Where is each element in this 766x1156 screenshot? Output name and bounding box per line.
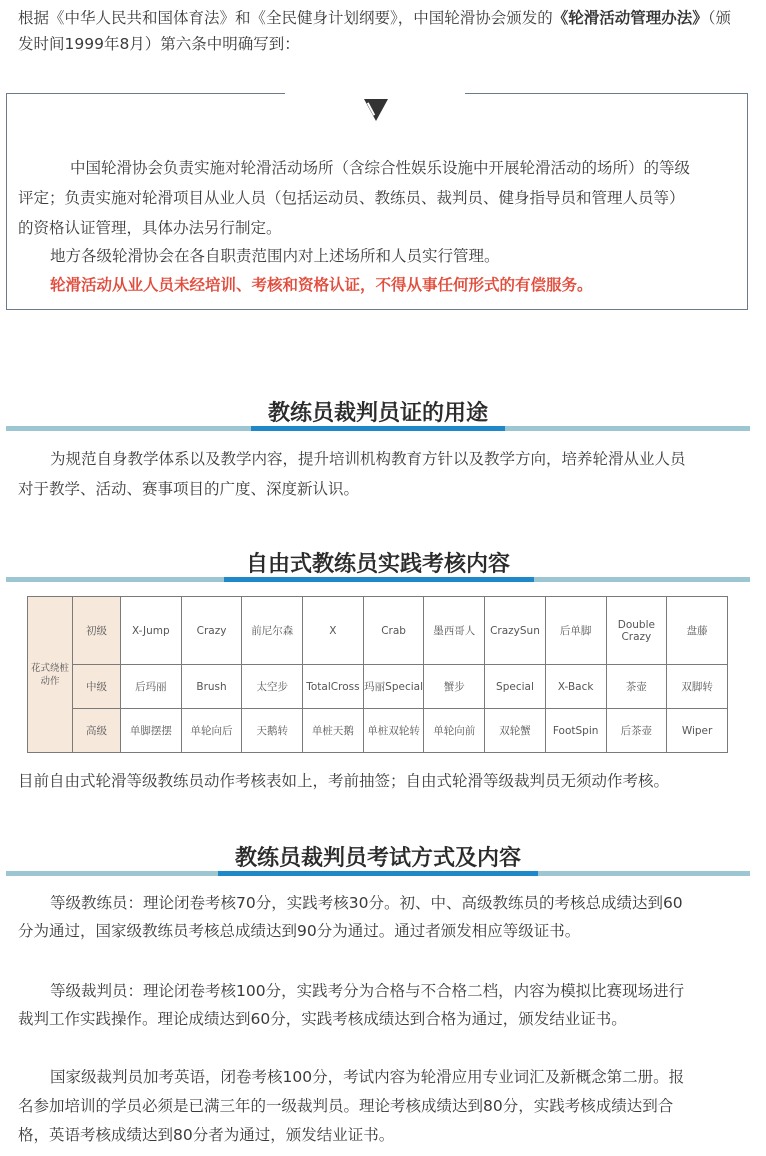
table-cell: FootSpin: [545, 709, 606, 753]
section3-title: 教练员裁判员考试方式及内容: [234, 846, 521, 871]
table-cell: 单桩双轮转: [363, 709, 424, 753]
section3-p3-line3: 格，英语考核成绩达到80分者为通过，颁发结业证书。: [18, 1126, 395, 1144]
table-cell: Crazy: [181, 597, 242, 665]
table-cell: X: [303, 597, 364, 665]
quote-red-warning: 轮滑活动从业人员未经培训、考核和资格认证，不得从事任何形式的有偿服务。: [50, 276, 593, 294]
section2-note: 目前自由式轮滑等级教练员动作考核表如上，考前抽签；自由式轮滑等级裁判员无须动作考核。: [18, 772, 670, 790]
section3-p1-line1: 等级教练员：理论闭卷考核70分，实践考核30分。初、中、高级教练员的考核总成绩达到60: [50, 894, 683, 912]
table-cell: Special: [485, 665, 546, 709]
table-level: 高级: [73, 709, 121, 753]
table-cell: 墨西哥人: [424, 597, 485, 665]
table-cell: 后玛丽: [121, 665, 182, 709]
table-cell: 单桩天鹅: [303, 709, 364, 753]
table-cell: X-Back: [545, 665, 606, 709]
table-cell: TotalCross: [303, 665, 364, 709]
table-cell: Crab: [363, 597, 424, 665]
section3-p3-line2: 名参加培训的学员必须是已满三年的一级裁判员。理论考核成绩达到80分，实践考核成绩达到合: [18, 1097, 674, 1115]
table-cell: 双轮蟹: [485, 709, 546, 753]
section3-p2-line1: 等级裁判员：理论闭卷考核100分，实践考分为合格与不合格二档，内容为模拟比赛现场进行: [50, 982, 685, 1000]
table-cell: 茶壶: [606, 665, 667, 709]
table-row-header: 花式绕桩动作: [28, 597, 73, 753]
section1-divider-accent: [251, 426, 505, 431]
table-cell: Brush: [181, 665, 242, 709]
skills-table: [27, 596, 728, 753]
intro-bold-title: 《轮滑活动管理办法》: [552, 9, 708, 27]
intro-paragraph: [18, 5, 746, 57]
section2-divider-accent: [224, 577, 534, 582]
table-cell: 双脚转: [667, 665, 728, 709]
section1-text-line1: 为规范自身教学体系以及教学内容，提升培训机构教育方针以及教学方向，培养轮滑从业人员: [50, 450, 686, 468]
section1-title: 教练员裁判员证的用途: [267, 401, 488, 426]
table-cell: 天鹅转: [242, 709, 303, 753]
table-cell: 前尼尔森: [242, 597, 303, 665]
section3-p3-line1: 国家级裁判员加考英语，闭卷考核100分，考试内容为轮滑应用专业词汇及新概念第二册。报: [50, 1068, 685, 1086]
table-cell: 太空步: [242, 665, 303, 709]
table-cell: 单轮向前: [424, 709, 485, 753]
section3-p1-line2: 分为通过，国家级教练员考核总成绩达到90分为通过。通过者颁发相应等级证书。: [18, 922, 581, 940]
section3-divider-accent: [218, 871, 538, 876]
table-cell: 后单脚: [545, 597, 606, 665]
quote-para1-line1: 中国轮滑协会负责实施对轮滑活动场所（含综合性娱乐设施中开展轮滑活动的场所）的等级: [70, 159, 691, 177]
quote-mark-icon: [364, 99, 388, 121]
quote-para1-line2: 评定；负责实施对轮滑项目从业人员（包括运动员、教练员、裁判员、健身指导员和管理人员等）: [18, 189, 685, 207]
section1-text-line2: 对于教学、活动、赛事项目的广度、深度新认识。: [18, 480, 360, 498]
section3-p2-line2: 裁判工作实践操作。理论成绩达到60分，实践考核成绩达到合格为通过，颁发结业证书。: [18, 1010, 627, 1028]
section2-title: 自由式教练员实践考核内容: [245, 552, 510, 577]
table-cell: X-Jump: [121, 597, 182, 665]
table-cell: Double Crazy: [606, 597, 667, 665]
table-cell: CrazySun: [485, 597, 546, 665]
table-cell: 蟹步: [424, 665, 485, 709]
table-level: 初级: [73, 597, 121, 665]
table-row: [28, 709, 728, 753]
quote-para2: 地方各级轮滑协会在各自职责范围内对上述场所和人员实行管理。: [50, 247, 500, 265]
intro-text-2: （颁发时间1999年8月）第六条中明确写到：: [18, 9, 732, 53]
table-cell: 单轮向后: [181, 709, 242, 753]
table-row: [28, 665, 728, 709]
table-cell: 后茶壶: [606, 709, 667, 753]
table-level: 中级: [73, 665, 121, 709]
intro-text-1: 根据《中华人民共和国体育法》和《全民健身计划纲要》，中国轮滑协会颁发的: [18, 9, 553, 27]
section3-header: [6, 841, 750, 881]
table-cell: 玛丽Special: [363, 665, 424, 709]
table-row: [28, 597, 728, 665]
quote-para1-line3: 的资格认证管理，具体办法另行制定。: [18, 219, 282, 237]
table-cell: Wiper: [667, 709, 728, 753]
table-cell: 盘藤: [667, 597, 728, 665]
table-cell: 单脚摆摆: [121, 709, 182, 753]
section1-header: [6, 396, 750, 436]
section2-header: [6, 547, 750, 587]
